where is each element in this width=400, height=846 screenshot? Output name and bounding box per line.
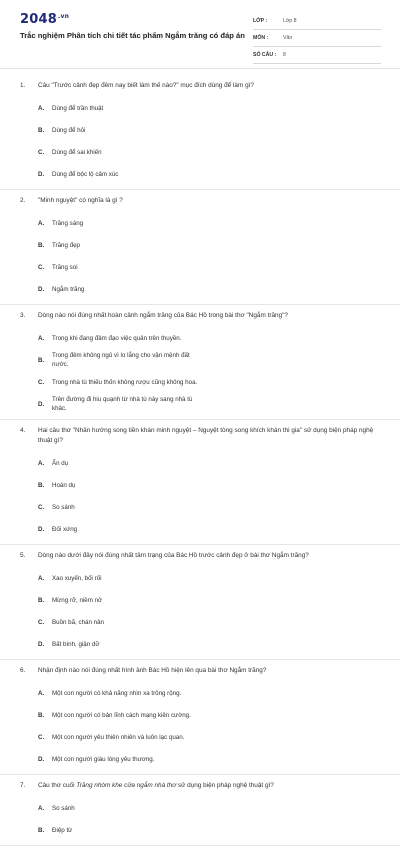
option-text: Trong khi đang đảm đạo việc quân trên thuyền. [52, 334, 182, 342]
option-c[interactable] [38, 611, 210, 633]
option-label: D. [38, 525, 45, 533]
option-a[interactable] [38, 452, 210, 474]
logo-suffix: .vn [57, 12, 70, 20]
page-title: Trắc nghiệm Phân tích chi tiết tác phẩm Ngắm trăng có đáp án [20, 31, 245, 40]
option-label: A. [38, 574, 45, 582]
option-c[interactable] [38, 726, 210, 748]
option-label: C. [38, 733, 45, 741]
option-text: Trăng soi [52, 263, 78, 271]
option-a[interactable] [38, 567, 210, 589]
option-b[interactable] [38, 234, 210, 256]
option-text: Một con người có bản lĩnh cách mạng kiên cường. [52, 711, 191, 719]
question-text: Câu "Trước cảnh đẹp đêm nay biết làm thế nào?" mục đích dùng để làm gì? [38, 82, 254, 89]
meta-row-class [253, 13, 381, 30]
question-number: 4. [20, 427, 26, 434]
option-c[interactable] [38, 256, 210, 278]
option-text: Một con người yêu thiên nhiên và luôn lạc quan. [52, 733, 185, 741]
option-c[interactable] [38, 141, 210, 163]
logo-text: 2048 [20, 12, 57, 27]
option-text: Ẩn dụ [52, 459, 69, 467]
option-text: Buồn bã, chán nản [52, 618, 104, 626]
option-text: Đối xứng [52, 525, 78, 533]
question-text-prefix: Câu thơ cuối [38, 782, 77, 789]
option-a[interactable] [38, 797, 210, 819]
option-text: Trong đêm không ngủ vì lo lắng cho vận mệnh đất nước. [52, 352, 190, 368]
option-text: So sánh [52, 804, 75, 812]
question-number: 1. [20, 82, 26, 89]
option-text: Hoán dụ [52, 481, 76, 489]
option-d[interactable] [38, 748, 210, 770]
question-5 [0, 545, 400, 660]
question-number: 3. [20, 312, 26, 319]
option-a[interactable] [38, 682, 210, 704]
site-logo[interactable] [20, 12, 69, 27]
option-text: Trăng sáng [52, 219, 84, 227]
option-text: Xao xuyến, bối rối [52, 574, 102, 582]
answer-options [38, 676, 380, 774]
option-c[interactable] [38, 371, 210, 393]
option-a[interactable] [38, 212, 210, 234]
meta-row-count [253, 47, 381, 64]
answer-options [38, 206, 380, 304]
answer-options [38, 446, 380, 544]
option-label: C. [38, 503, 45, 511]
option-text: Ngắm trăng [52, 285, 85, 293]
option-d[interactable] [38, 163, 210, 185]
option-label: B. [38, 126, 45, 134]
answer-options [38, 791, 380, 845]
option-text: Một con người giàu lòng yêu thương. [52, 755, 155, 763]
option-label: A. [38, 459, 45, 467]
question-6 [0, 660, 400, 775]
option-text: Dùng để trần thuật [52, 104, 104, 112]
option-text: Trên đường đi hiu quạnh từ nhà tù này sang nhà tù khác. [52, 396, 193, 412]
header-divider [0, 68, 400, 69]
question-7 [0, 775, 400, 846]
quiz-meta [253, 13, 381, 64]
meta-value: 8 [283, 52, 286, 58]
option-label: B. [38, 711, 45, 719]
option-label: A. [38, 689, 45, 697]
option-label: A. [38, 804, 45, 812]
option-label: D. [38, 170, 45, 178]
option-text: Mừng rỡ, niềm nở [52, 596, 103, 604]
meta-label: MÔN : [253, 35, 269, 41]
question-text: Nhận định nào nói đúng nhất hình ảnh Bác Hồ hiện lên qua bài thơ Ngắm trăng? [38, 667, 267, 674]
option-text: Trăng đẹp [52, 241, 80, 249]
option-text: So sánh [52, 503, 75, 511]
option-label: D. [38, 755, 45, 763]
option-label: A. [38, 219, 45, 227]
question-number: 2. [20, 197, 26, 204]
option-label: D. [38, 400, 45, 408]
quoted-verse: Trăng nhòm khe cửa ngắm nhà thơ [76, 782, 177, 789]
option-label: C. [38, 378, 45, 386]
answer-options [38, 321, 380, 419]
option-d[interactable] [38, 518, 210, 540]
question-text: "Minh nguyệt" có nghĩa là gì ? [38, 197, 123, 204]
option-text: Điệp từ [52, 826, 73, 834]
option-text: Bất bình, giận dữ [52, 640, 100, 648]
option-text: Một con người có khả năng nhìn xa trông rộng. [52, 689, 182, 697]
question-3 [0, 305, 400, 420]
option-label: D. [38, 640, 45, 648]
option-label: C. [38, 618, 45, 626]
option-label: B. [38, 481, 45, 489]
option-b[interactable] [38, 704, 210, 726]
option-label: C. [38, 263, 45, 271]
question-2 [0, 190, 400, 305]
option-text: Trong nhà tù thiếu thốn không rượu cũng không hoa. [52, 378, 198, 386]
question-text: Hai câu thơ "Nhân hướng song tiền khán minh nguyệt – Nguyệt tòng song khích khán thi gia" sử dụng biện pháp nghệ thuật gì? [38, 427, 374, 444]
question-text [38, 781, 380, 791]
option-label: A. [38, 104, 45, 112]
option-c[interactable] [38, 496, 210, 518]
meta-value: Văn [283, 35, 293, 41]
option-d[interactable] [38, 278, 210, 300]
answer-options [38, 91, 380, 189]
question-list [0, 75, 400, 846]
question-1 [0, 75, 400, 190]
option-label: D. [38, 285, 45, 293]
option-label: B. [38, 241, 45, 249]
option-label: C. [38, 148, 45, 156]
question-text-suffix: sử dụng biện pháp nghệ thuật gì? [176, 782, 274, 789]
option-label: B. [38, 596, 45, 604]
meta-value: Lớp 8 [283, 18, 297, 24]
option-label: B. [38, 356, 45, 364]
option-label: A. [38, 334, 45, 342]
option-a[interactable] [38, 327, 210, 349]
option-b[interactable] [38, 589, 210, 611]
option-b[interactable] [38, 819, 210, 841]
option-d[interactable] [38, 393, 210, 415]
option-d[interactable] [38, 633, 210, 655]
option-b[interactable] [38, 349, 210, 371]
option-b[interactable] [38, 474, 210, 496]
meta-label: LỚP : [253, 18, 268, 24]
option-label: B. [38, 826, 45, 834]
question-number: 5. [20, 552, 26, 559]
meta-row-subject [253, 30, 381, 47]
question-text: Dòng nào dưới đây nói đúng nhất tâm trạng của Bác Hồ trước cảnh đẹp ở bài thơ Ngắm trăng? [38, 552, 309, 559]
question-4 [0, 420, 400, 545]
question-number: 7. [20, 782, 26, 789]
option-text: Dùng để sai khiến [52, 148, 102, 156]
question-number: 6. [20, 667, 26, 674]
option-text: Dùng để hỏi [52, 126, 86, 134]
meta-label: SỐ CÂU : [253, 52, 277, 58]
option-a[interactable] [38, 97, 210, 119]
answer-options [38, 561, 380, 659]
option-text: Dùng để bộc lộ cảm xúc [52, 170, 119, 178]
option-b[interactable] [38, 119, 210, 141]
header [0, 0, 400, 62]
question-text: Dòng nào nói đúng nhất hoàn cảnh ngắm trăng của Bác Hồ trong bài thơ "Ngắm trăng"? [38, 312, 288, 319]
